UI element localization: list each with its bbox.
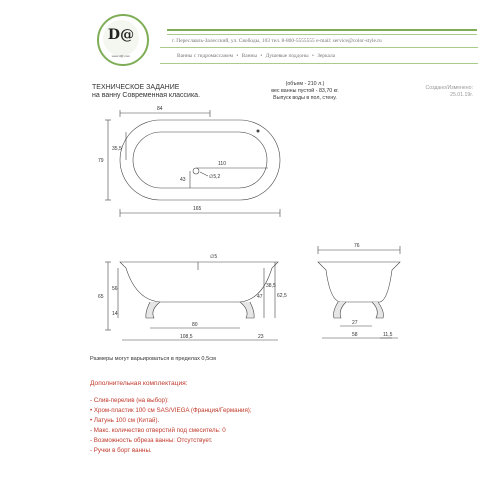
tub-side-outline xyxy=(120,262,278,302)
menu-item-hydro-baths[interactable]: Ванны с гидромассажем xyxy=(177,53,234,59)
dim-62-5: 62,5 xyxy=(277,293,287,299)
menu-item-shower-trays[interactable]: Душевые поддоны xyxy=(265,53,309,59)
dim-5-2: ∅5,2 xyxy=(209,174,221,180)
dim-110: 110 xyxy=(218,161,226,167)
header-contact: г. Переславль-Залесский, ул. Свободы, 103 тел. 8-800-5555555 e-mail: service@color-style.ru xyxy=(172,38,382,44)
drain-icon xyxy=(193,168,199,174)
logo-text: D@ xyxy=(107,27,135,43)
created-label: Создано/Изменено: xyxy=(425,85,473,91)
dim-65: 65 xyxy=(98,294,104,300)
menu-separator: • xyxy=(236,53,239,59)
tub-end-foot-right xyxy=(372,302,383,318)
dim-43: 43 xyxy=(180,177,186,183)
extras-title: Дополнительная комплектация: xyxy=(90,380,188,387)
dim-5: ∅5 xyxy=(210,254,218,260)
logo-subtext: www.d@.com xyxy=(111,54,131,58)
dim-14: 14 xyxy=(112,311,118,317)
menu-item-baths[interactable]: Ванны xyxy=(241,53,258,59)
menu-separator: • xyxy=(311,53,314,59)
menu-item-mirrors[interactable]: Зеркала xyxy=(317,53,336,59)
extras-item: - Макс. количество отверстий под смеситель: 0 xyxy=(90,426,226,434)
dim-58: 58 xyxy=(352,332,358,338)
dim-11-5: 11,5 xyxy=(383,332,393,338)
extras-item: - Слив-перелив (на выбор): xyxy=(90,397,169,404)
dim-76: 76 xyxy=(354,243,360,249)
menu-separator: • xyxy=(260,53,263,59)
dim-47: 47 xyxy=(257,294,263,300)
size-tolerance-note: Размеры могут варьироваться в пределах 0,5см xyxy=(90,356,216,362)
dim-84: 84 xyxy=(157,106,163,112)
extras-item: • Хром-пластик 100 см SAS/VIEGA (Франция/Германия); xyxy=(90,406,252,414)
tub-end-foot-left xyxy=(334,302,347,318)
dim-27: 27 xyxy=(352,320,358,326)
spec-weight: вес ванны пустой - 83,70 кг. xyxy=(271,88,339,94)
spec-drain: Выпуск воды в пол, стену. xyxy=(273,95,337,101)
created-date: 25.01.19г. xyxy=(450,92,473,98)
tub-end-outline xyxy=(318,262,400,302)
dim-56: 56 xyxy=(112,286,118,292)
extras-item: - Возможность обреза ванны: Отсутствует. xyxy=(90,436,213,444)
dim-35-5: 35,5 xyxy=(112,146,122,152)
doc-title-line2: на ванну Современная классика. xyxy=(92,92,201,99)
dim-165: 165 xyxy=(193,206,202,212)
extras-item: - Ручки в борт ванны. xyxy=(90,446,152,454)
tub-top-inner xyxy=(133,132,267,188)
spec-volume: (объем - 210 л.) xyxy=(285,81,325,87)
dim-38-5: 38,5 xyxy=(266,283,276,289)
dim-108-5: 108,5 xyxy=(180,334,193,340)
tub-foot-left xyxy=(146,302,160,318)
dim-23: 23 xyxy=(258,334,264,340)
dim-80: 80 xyxy=(192,322,198,328)
extras-list xyxy=(90,396,252,455)
doc-title-line1: ТЕХНИЧЕСКОЕ ЗАДАНИЕ xyxy=(92,84,180,91)
extras-item: • Латунь 100 см (Китай). xyxy=(90,416,160,424)
dim-79: 79 xyxy=(98,158,104,164)
tub-foot-right xyxy=(240,302,254,318)
